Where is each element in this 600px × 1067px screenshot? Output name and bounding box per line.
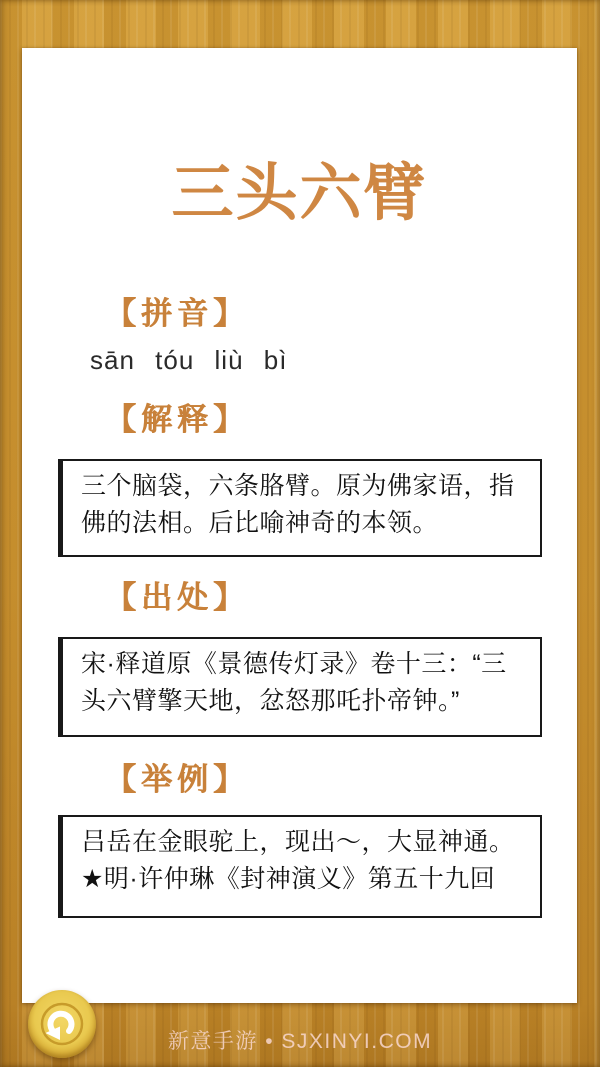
example-text: 吕岳在金眼驼上，现出～，大显神通。 ★明·许仲琳《封神演义》第五十九回 <box>81 827 515 893</box>
idiom-card <box>22 48 577 1003</box>
definition-text: 三个脑袋，六条胳臂。原为佛家语，指佛的法相。后比喻神奇的本领。 <box>81 471 515 537</box>
definition-box <box>58 459 542 557</box>
definition-section-label: 【解释】 <box>105 401 249 437</box>
pinyin-section-label: 【拼音】 <box>105 295 249 331</box>
example-box <box>58 815 542 918</box>
source-box <box>58 637 542 737</box>
section-pinyin <box>22 296 577 376</box>
example-section-label: 【举例】 <box>105 761 249 797</box>
pinyin-text: sān tóu liù bì <box>90 344 288 375</box>
section-example <box>22 762 577 918</box>
idiom-title: 三头六臂 <box>171 159 428 228</box>
section-source <box>22 580 577 737</box>
source-section-label: 【出处】 <box>105 579 249 615</box>
source-text: 宋·释道原《景德传灯录》卷十三：“三头六臂擎天地，忿怒那吒扑帝钟。” <box>81 649 507 715</box>
site-watermark: 新意手游 • SJXINYI.COM <box>167 1030 433 1053</box>
section-definition <box>22 402 577 557</box>
